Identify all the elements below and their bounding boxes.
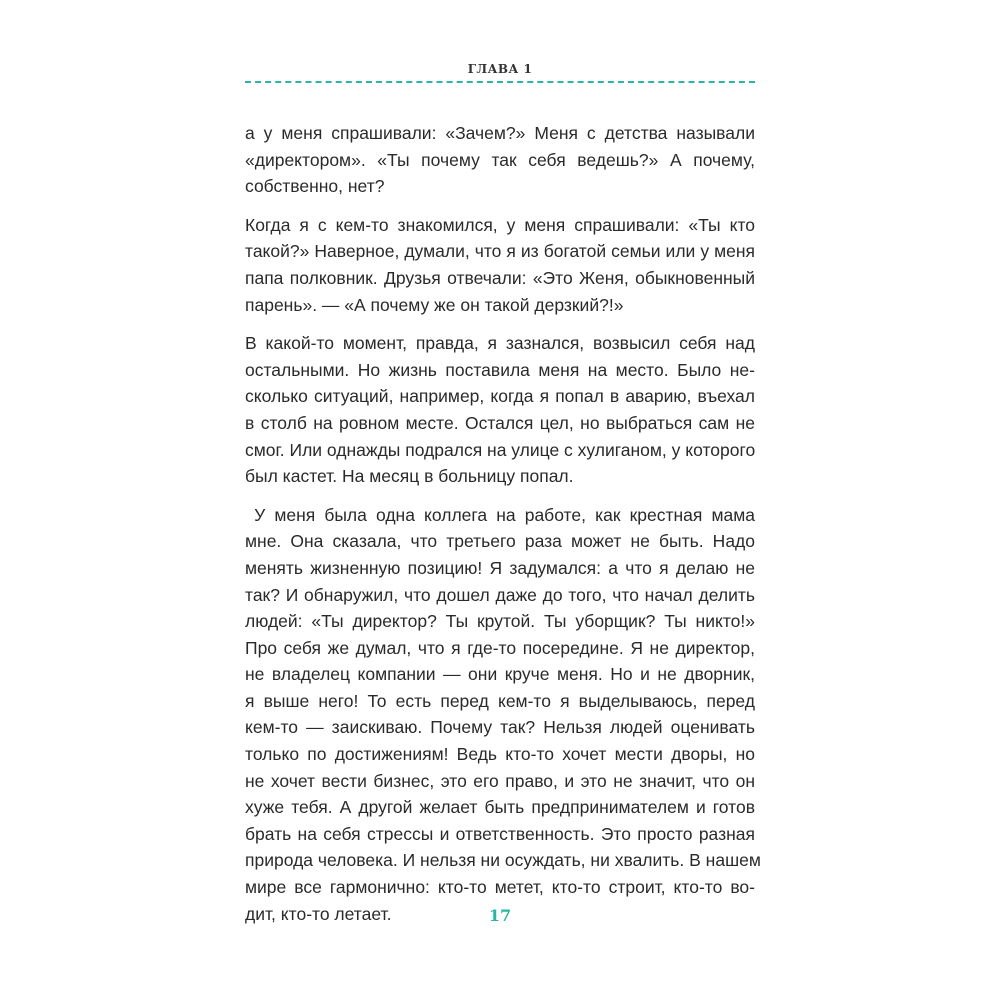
text-line: менять жизненную позицию! Я задумался: а что я делаю не (245, 557, 755, 578)
paragraph (245, 502, 761, 928)
text-line: папа полковник. Друзья отвечали: «Это Женя, обыкновенный (245, 267, 755, 288)
text-line: смог. Или однажды подрался на улице с хулиганом, у которого (245, 439, 756, 460)
running-header: ГЛАВА 1 (467, 62, 533, 76)
text-line: мире все гармонично: кто-то метет, кто-то строит, кто-то во- (245, 877, 755, 898)
header-divider (245, 81, 755, 83)
text-line: не хочет вести бизнес, это его право, и это не значит, что он (245, 770, 755, 791)
page-number: 17 (488, 906, 512, 925)
text-line: только по достижениям! Ведь кто-то хочет мести дворы, но (245, 744, 755, 765)
text-line: такой?» Наверное, думали, что я из богатой семьи или у меня (245, 241, 755, 262)
text-line: дит, кто-то летает. (245, 903, 392, 924)
text-line: В какой-то момент, правда, я зазнался, возвысил себя над (245, 333, 755, 354)
text-line: остальными. Но жизнь поставила меня на место. Было не- (245, 359, 755, 380)
text-line: Когда я с кем-то знакомился, у меня спрашивали: «Ты кто (245, 214, 755, 235)
text-line: У меня была одна коллега на работе, как крестная мама (245, 504, 755, 525)
text-line: «директором». «Ты почему так себя ведешь?» А почему, (245, 149, 755, 170)
text-line: кем-то — заискиваю. Почему так? Нельзя людей оценивать (245, 717, 755, 738)
text-line: а у меня спрашивали: «Зачем?» Меня с детства называли (245, 123, 755, 143)
text-line: собственно, нет? (245, 176, 385, 197)
page-body (245, 120, 761, 939)
text-line: парень». — «А почему же он такой дерзкий?!» (245, 294, 624, 315)
text-line: людей: «Ты директор? Ты крутой. Ты уборщик? Ты никто!» (245, 611, 755, 632)
text-line: так? И обнаружил, что дошел даже до того, что начал делить (245, 584, 755, 605)
text-line: природа человека. И нельзя ни осуждать, ни хвалить. В нашем (245, 850, 761, 871)
text-line: не владелец компании — они круче меня. Но и не дворник, (245, 664, 755, 685)
paragraph (245, 120, 755, 200)
text-line: хуже тебя. А другой желает быть предпринимателем и готов (245, 797, 755, 818)
paragraph (245, 212, 755, 318)
text-line: в столб на ровном месте. Остался цел, но выбраться сам не (245, 412, 755, 433)
text-line: сколько ситуаций, например, когда я попал в аварию, въехал (245, 386, 755, 407)
text-line: брать на себя стрессы и ответственность. Это просто разная (245, 823, 755, 844)
text-line: был кастет. На месяц в больницу попал. (245, 466, 574, 487)
text-line: я выше него! То есть перед кем-то я выделываюсь, перед (245, 690, 755, 711)
text-line: мне. Она сказала, что третьего раза может не быть. Надо (245, 531, 755, 552)
text-line: Про себя же думал, что я где-то посередине. Я не директор, (245, 637, 755, 658)
paragraph (245, 330, 755, 490)
